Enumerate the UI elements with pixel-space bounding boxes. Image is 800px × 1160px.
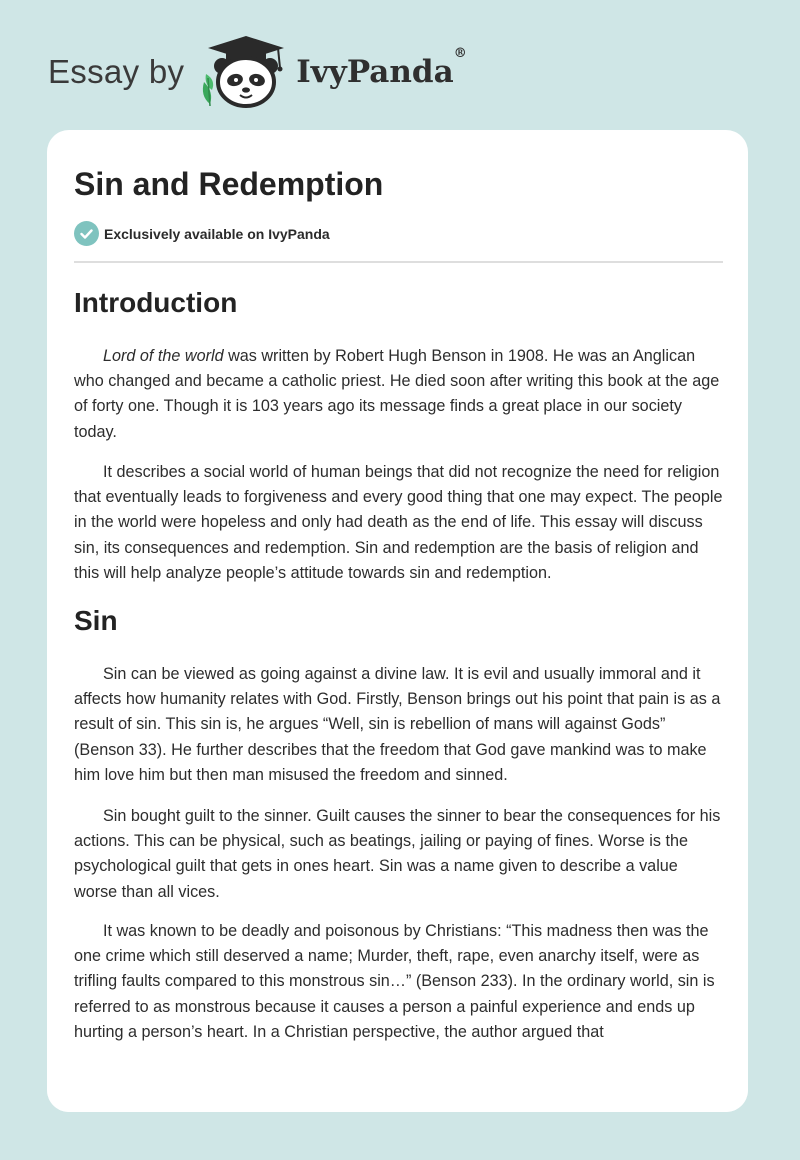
brand-name: IvyPanda® (296, 46, 467, 90)
site-header-logo[interactable] (48, 34, 467, 110)
section-heading-sin: Sin (74, 605, 118, 636)
brand-prefix: Essay by (48, 53, 185, 90)
paragraph: Sin can be viewed as going against a divine law. It is evil and usually immoral and it affects how humanity relates with God. Firstly, Benson brings out his point that pain is as a result of sin. This sin is, he argues “Well, sin is rebellion of mans will against Gods” (Benson 33). He further describes that the freedom that God gave mankind was to make him love him but then man misused the freedom and sinned. (74, 665, 721, 784)
content-fade (47, 1042, 748, 1112)
book-title: Lord of the world (103, 347, 224, 365)
exclusive-label: Exclusively available on IvyPanda (104, 225, 330, 242)
essay-card (47, 130, 748, 1112)
paragraph: Lord of the world was written by Robert Hugh Benson in 1908. He was an Anglican who changed and became a catholic priest. He died soon after writing this book at the age of forty one. Though it is 103 years ago its message finds a great place in our society today. (74, 347, 720, 441)
paragraph: It was known to be deadly and poisonous by Christians: “This madness then was the one crime which still deserved a name; Murder, theft, rape, even anarchy itself, were as trifling faults compared to this monstrous sin…” (Benson 233). In the ordinary world, sin is referred to as monstrous because it causes a person a painful experience and ends up hurting a person’s heart. In a Christian perspective, the author argued that (74, 922, 715, 1041)
check-circle-icon (74, 221, 99, 246)
paragraph: It describes a social world of human beings that did not recognize the need for religion that eventually leads to forgiveness and every good thing that one may expect. The people in the world were hopeless and only had death as the end of life. This essay will discuss sin, its consequences and redemption. Sin and redemption are the basis of religion and this will help analyze people’s attitude towards sin and redemption. (74, 463, 723, 582)
divider (74, 261, 723, 263)
paragraph: Sin bought guilt to the sinner. Guilt causes the sinner to bear the consequences for his actions. This can be physical, such as beatings, jailing or paying of fines. Worse is the psychological guilt that gets in ones heart. Sin was a name given to describe a value worse than all vices. (74, 807, 721, 901)
panda-graduate-icon (198, 34, 294, 110)
page-title: Sin and Redemption (74, 166, 384, 202)
section-heading-introduction: Introduction (74, 287, 238, 318)
exclusive-badge (74, 221, 330, 246)
